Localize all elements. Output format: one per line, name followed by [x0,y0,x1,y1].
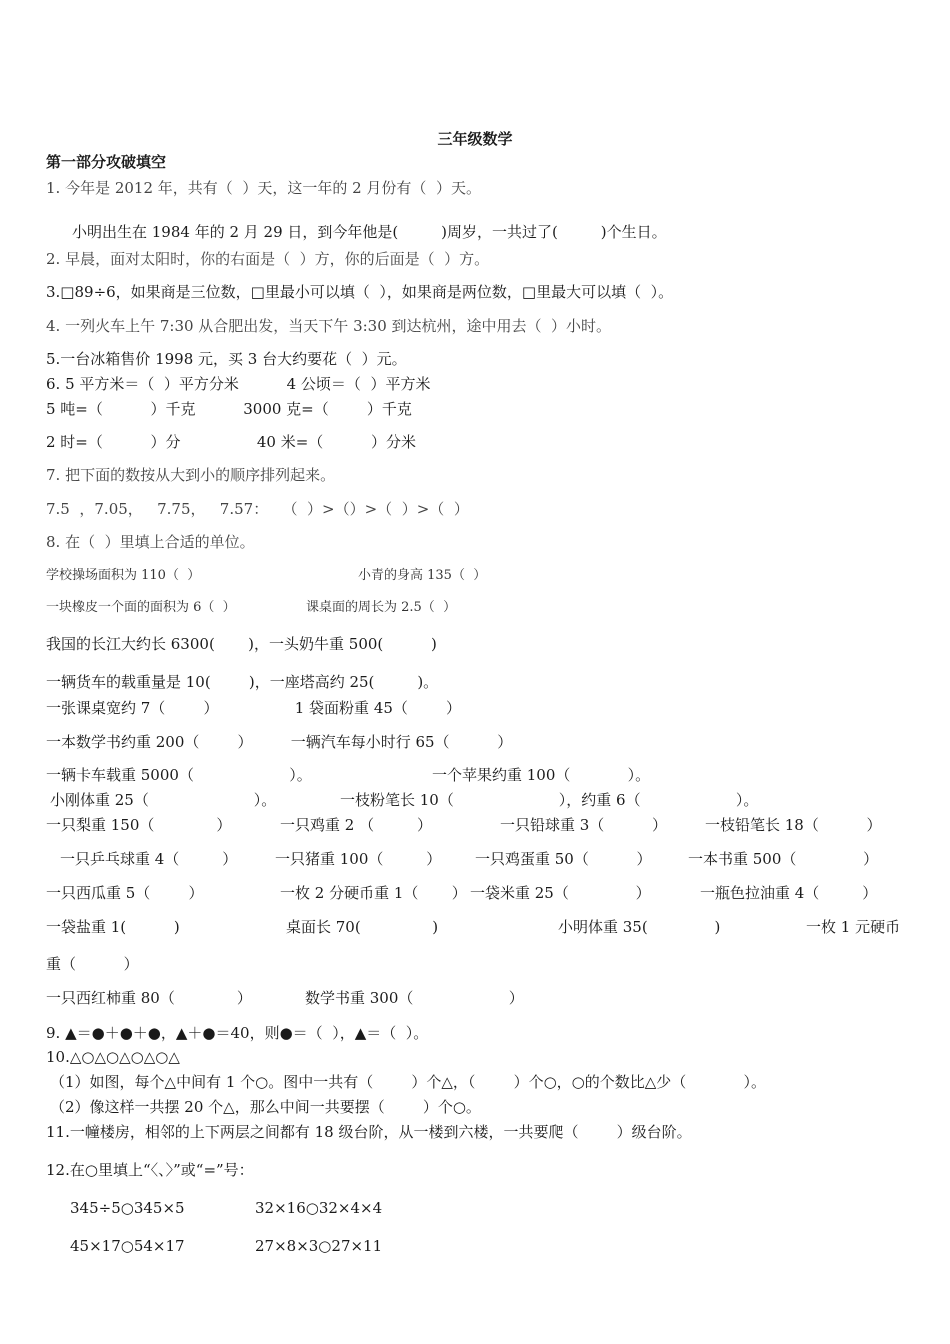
q6-line-3: 2 时=（ ）分 40 米=（ ）分米 [46,433,416,451]
q8-item: 一只鸡重 2 （ ） [280,816,432,834]
q8-item: 小明体重 35( ) [558,918,721,936]
q1-extra-line: 小明出生在 1984 年的 2 月 29 日，到今年他是( )周岁，一共过了( )个生日。 [72,223,667,241]
q8-item: 一只西瓜重 5（ ） [46,884,204,902]
q8-item: 一枚 2 分硬币重 1（ ） [280,884,467,902]
q12-line: 12.在○里填上“〈、〉”或“=”号： [46,1161,254,1179]
q8-item: 小青的身高 135（ ） [358,568,487,583]
q3-line: 3.□89÷6，如果商是三位数，□里最小可以填（ ），如果商是两位数，□里最大可以填（ ）。 [46,283,674,301]
q8-item: 课桌面的周长为 2.5（ ） [306,600,457,615]
compare-item: 345÷5○345×5 [70,1199,185,1217]
q10-part2: （2）像这样一共摆 20 个△，那么中间一共要摆（ ）个○。 [50,1098,481,1116]
q8-item: 一张课桌宽约 7（ ） 1 袋面粉重 45（ ） [46,699,462,717]
q8-item: 一枝粉笔长 10（ ），约重 6（ ）。 [340,791,759,809]
q8-item: 小刚体重 25（ ）。 [50,791,277,809]
section-heading: 第一部分攻破填空 [46,153,167,171]
q8-item: 一本数学书约重 200（ ） 一辆汽车每小时行 65（ ） [46,733,513,751]
q8-item: 一只西红柿重 80（ ） [46,989,252,1007]
q6-line: 6. 5 平方米＝（ ）平方分米 4 公顷＝（ ）平方米 [46,375,431,393]
q8-item: 一袋米重 25（ ） [470,884,651,902]
q2-line: 2. 早晨，面对太阳时，你的右面是（ ）方，你的后面是（ ）方。 [46,250,490,268]
q8-item: 一本书重 500（ ） [688,850,879,868]
compare-item: 32×16○32×4×4 [255,1199,383,1217]
q8-item: 一枝铅笔长 18（ ） [705,816,882,834]
q8-item: 一辆卡车载重 5000（ ）。 [46,766,312,784]
compare-item: 27×8×3○27×11 [255,1237,383,1255]
q10-part1: （1）如图，每个△中间有 1 个○。图中一共有（ ）个△，（ ）个○，○的个数比△少（ ）。 [50,1073,767,1091]
q8-item: 一瓶色拉油重 4（ ） [700,884,878,902]
q8-item: 一只铅球重 3（ ） [500,816,667,834]
compare-item: 45×17○54×17 [70,1237,185,1255]
q8-line: 8. 在（ ）里填上合适的单位。 [46,533,255,551]
q6-line-2: 5 吨=（ ）千克 3000 克=（ ）千克 [46,400,412,418]
q9-line: 9. ▲＝●＋●＋●，▲＋●＝40，则●＝（ ），▲＝（ ）。 [46,1024,429,1042]
q10-figure: 10.△○△○△○△○△ [46,1048,180,1066]
q8-item: 一只猪重 100（ ） [275,850,442,868]
q8-item: 桌面长 70( ) [286,918,439,936]
q8-item: 数学书重 300（ ） [305,989,524,1007]
q8-item: 学校操场面积为 110（ ） [46,568,201,583]
q4-line: 4. 一列火车上午 7:30 从合肥出发，当天下午 3:30 到达杭州，途中用去（ ）小时。 [46,317,612,335]
q8-item: 一袋盐重 1( ) [46,918,180,936]
q7-numbers: 7.5 ，7.05， 7.75， 7.57： （ ）>（）>（ ）>（ ） [46,500,469,518]
q8-item: 一辆货车的载重量是 10( )，一座塔高约 25( )。 [46,673,439,691]
q8-item: 一个苹果约重 100（ ）。 [432,766,651,784]
q8-item: 一只乒乓球重 4（ ） [60,850,238,868]
q8-item: 一只鸡蛋重 50（ ） [475,850,652,868]
q8-item: 一枚 1 元硬币 [806,918,901,936]
q7-line: 7. 把下面的数按从大到小的顺序排列起来。 [46,466,336,484]
q8-item: 重（ ） [46,955,139,973]
q8-item: 我国的长江大约长 6300( )，一头奶牛重 500( ) [46,635,437,653]
page-title: 三年级数学 [437,130,513,148]
q5-line: 5.一台冰箱售价 1998 元，买 3 台大约要花（ ）元。 [46,350,407,368]
q8-item: 一只梨重 150（ ） [46,816,232,834]
q11-line: 11.一幢楼房，相邻的上下两层之间都有 18 级台阶，从一楼到六楼，一共要爬（ ）级台阶。 [46,1123,692,1141]
q1-line: 1. 今年是 2012 年，共有（ ）天，这一年的 2 月份有（ ）天。 [46,179,481,197]
q8-item: 一块橡皮一个面的面积为 6（ ） [46,600,236,615]
